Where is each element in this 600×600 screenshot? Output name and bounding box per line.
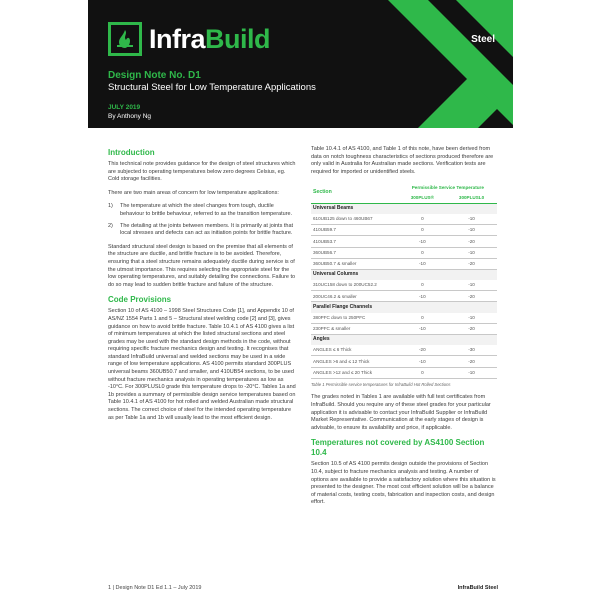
intro-paragraph-2: There are two main areas of concern for low temperature applications: bbox=[108, 189, 279, 196]
table-cell-b: -20 bbox=[446, 236, 497, 247]
list-item: 2) The detailing at the joints between members. It is primarily at joints that local stresses and defects can act as initiation points for brittle fracture. bbox=[108, 222, 294, 237]
table-group-row bbox=[311, 203, 497, 214]
temperature-table bbox=[311, 182, 497, 378]
intro-heading: Introduction bbox=[108, 148, 155, 157]
table-cell-b: -10 bbox=[446, 280, 497, 291]
table-cell-b: -10 bbox=[446, 214, 497, 225]
table-cell-section: 380PFC down to 250PFC bbox=[311, 313, 399, 324]
code-heading: Code Provisions bbox=[108, 295, 172, 305]
table-cell-b: -20 bbox=[446, 356, 497, 367]
table-body bbox=[311, 203, 497, 378]
brand-name: InfraBuild bbox=[149, 23, 271, 54]
list-item: 1) The temperature at which the steel changes from tough, ductile behaviour to brittle behaviour, referred to as the transition temperature. bbox=[108, 203, 293, 217]
table-cell-a: 0 bbox=[399, 225, 446, 236]
table-group-row bbox=[311, 269, 497, 280]
table-cell-a: 0 bbox=[399, 280, 446, 291]
table-group-row bbox=[311, 302, 497, 313]
table-cell-section: ANGLES ≤ 6 Thick bbox=[311, 345, 399, 356]
table-row bbox=[311, 345, 497, 356]
table-row bbox=[311, 291, 497, 302]
intro-paragraph-1: This technical note provides guidance for the design of steel structures which are subjected to operating temperatures below zero degrees Celsius, eg. Cold storage facilities. bbox=[108, 161, 296, 183]
table-header-row bbox=[311, 182, 497, 192]
footer-brand: InfraBuild Steel bbox=[457, 585, 498, 591]
temperatures-heading: Temperatures not covered by AS4100 Section 10.4 bbox=[311, 438, 485, 458]
intro-paragraph-3: Standard structural steel design is based on the premise that all elements of the structure are ductile, and brittle fracture is to be avoided. Therefore, ensuring that a steel structure remains adequately ductile during service is of the utmost importance. This requires selecting the appropriate steel for the low operating temperatures, and suitably detailing the connections. Failure to do so may lead to sudden brittle fracture and failure of the structure. bbox=[108, 243, 296, 288]
table-cell-a: 0 bbox=[399, 367, 446, 378]
section-10-5-paragraph: Section 10.5 of AS 4100 permits design outside the provisions of Section 10.4, subject to fracture mechanics analysis and testing. A number of options are available to provide a satisfactory solution where this situation is presented to the designer. The most cost efficient solution will be a balance of material costs, testing costs, fabrication and inspection costs, and design effort. bbox=[311, 461, 496, 506]
table-cell-section: 360UB56.7 bbox=[311, 247, 399, 258]
table-cell-b: -10 bbox=[446, 247, 497, 258]
table-cell-b: -20 bbox=[446, 291, 497, 302]
table-row bbox=[311, 258, 497, 269]
table-row bbox=[311, 236, 497, 247]
code-paragraph: Section 10 of AS 4100 – 1998 Steel Structures Code [1], and Appendix 10 of AS/NZ 1554 Parts 1 and 5 – Structural steel welding code [2] and [3], gives guidance on how to avoid brittle fracture. Table 10.4.1 of AS 4100 gives a list of minimum temperatures at which the listed structural sections and steel grades may be used with the standard design methods in the code, without requiring specific fracture mechanics design and testing. It recognises that standard InfraBuild universal and welded sections may be used in a wide range of low temperature applications. AS 4100 permits standard 300PLUS universal beams 360UB50.7 and smaller, and 410UB54 sections, to be used without fracture mechanics analysis in operating temperatures as low as -10°C. For 300PLUSL0 grade this temperature drops to -20°C. Tables 1a and 1b provides a summary of permissible design service temperatures based on Table 10.4.1 of AS 4100 for hot rolled and welded Australian made structural sections. The correct choice of steel for the intended operating temperature as per Table 1a and 1b will usually lead to the most efficient design. bbox=[108, 308, 296, 421]
left-column bbox=[108, 148, 298, 428]
table-row bbox=[311, 367, 497, 378]
section-tag: Steel bbox=[471, 34, 495, 45]
flame-logo-icon bbox=[108, 22, 142, 56]
table-cell-a: 0 bbox=[399, 247, 446, 258]
table-cell-a: 0 bbox=[399, 313, 446, 324]
grades-paragraph: The grades noted in Tables 1 are available with full test certificates from InfraBuild. Should you require any of these steel grades for your particular application it is advisable to contact your InfraBuild Supplier or InfraBuild Market Representative. Communication at the early stages of design is advisable, to ensure its availability and price, if applicable. bbox=[311, 394, 491, 431]
table-cell-a: -10 bbox=[399, 236, 446, 247]
footer-page-info: 1 | Design Note D1 Ed 1.1 – July 2019 bbox=[108, 585, 202, 591]
col-group-header: Permissible Service Temperature bbox=[411, 184, 484, 190]
header-banner bbox=[88, 0, 513, 128]
table-cell-a: -10 bbox=[399, 291, 446, 302]
table-cell-a: -10 bbox=[399, 258, 446, 269]
table-group-label: Universal Beams bbox=[311, 203, 497, 214]
note-date: JULY 2019 bbox=[108, 104, 141, 111]
table-cell-b: -10 bbox=[446, 367, 497, 378]
table-cell-section: 410UB59.7 bbox=[311, 225, 399, 236]
table-cell-section: 610UB125 down to 460UB67 bbox=[311, 214, 399, 225]
table-row bbox=[311, 280, 497, 291]
table-cell-b: -10 bbox=[446, 225, 497, 236]
table-group-label: Angles bbox=[311, 335, 497, 346]
table-cell-section: 360UB50.7 & smaller bbox=[311, 258, 399, 269]
concern-list bbox=[108, 203, 298, 237]
note-subtitle: Structural Steel for Low Temperature Applications bbox=[108, 82, 316, 93]
table-cell-a: -10 bbox=[399, 323, 446, 334]
table-cell-section: ANGLES >12 and ≤ 20 Thick bbox=[311, 367, 399, 378]
right-column bbox=[311, 146, 497, 513]
table-cell-b: -20 bbox=[446, 258, 497, 269]
col-section-header: Section bbox=[311, 182, 399, 203]
table-group-label: Universal Columns bbox=[311, 269, 497, 280]
table-cell-b: -10 bbox=[446, 313, 497, 324]
table-cell-a: 0 bbox=[399, 214, 446, 225]
col-a-header: 300PLUS® bbox=[399, 193, 446, 204]
table-intro-paragraph: Table 10.4.1 of AS 4100, and Table 1 of this note, have been derived from data on notch toughness characteristics of sections produced therefore are only valid in Australia for Australian made sections. Verification tests are required for imported or unidentified steels. bbox=[311, 146, 494, 175]
table-cell-b: -20 bbox=[446, 323, 497, 334]
table-row bbox=[311, 214, 497, 225]
note-title: Design Note No. D1 bbox=[108, 70, 201, 81]
table-group-label: Parallel Flange Channels bbox=[311, 302, 497, 313]
table-cell-b: -30 bbox=[446, 345, 497, 356]
col-b-header: 300PLUSL0 bbox=[446, 193, 497, 204]
table-cell-section: ANGLES >6 and ≤ 12 Thick bbox=[311, 356, 399, 367]
logo bbox=[108, 22, 270, 56]
table-row bbox=[311, 323, 497, 334]
table-cell-a: -10 bbox=[399, 356, 446, 367]
table-group-row bbox=[311, 335, 497, 346]
table-cell-section: 310UC158 down to 200UC52.2 bbox=[311, 280, 399, 291]
table-row bbox=[311, 247, 497, 258]
table-cell-section: 230PFC & smaller bbox=[311, 323, 399, 334]
note-author: By Anthony Ng bbox=[108, 113, 151, 120]
table-cell-section: 200UC46.2 & smaller bbox=[311, 291, 399, 302]
chevron-graphic bbox=[88, 0, 513, 128]
table-cell-section: 410UB53.7 bbox=[311, 236, 399, 247]
page-footer bbox=[108, 585, 498, 591]
table-row bbox=[311, 356, 497, 367]
table-cell-a: -20 bbox=[399, 345, 446, 356]
table-row bbox=[311, 225, 497, 236]
table-caption: Table 1 Permissible service temperatures for InfraBuild Hot Rolled Sections bbox=[311, 381, 451, 387]
table-row bbox=[311, 313, 497, 324]
